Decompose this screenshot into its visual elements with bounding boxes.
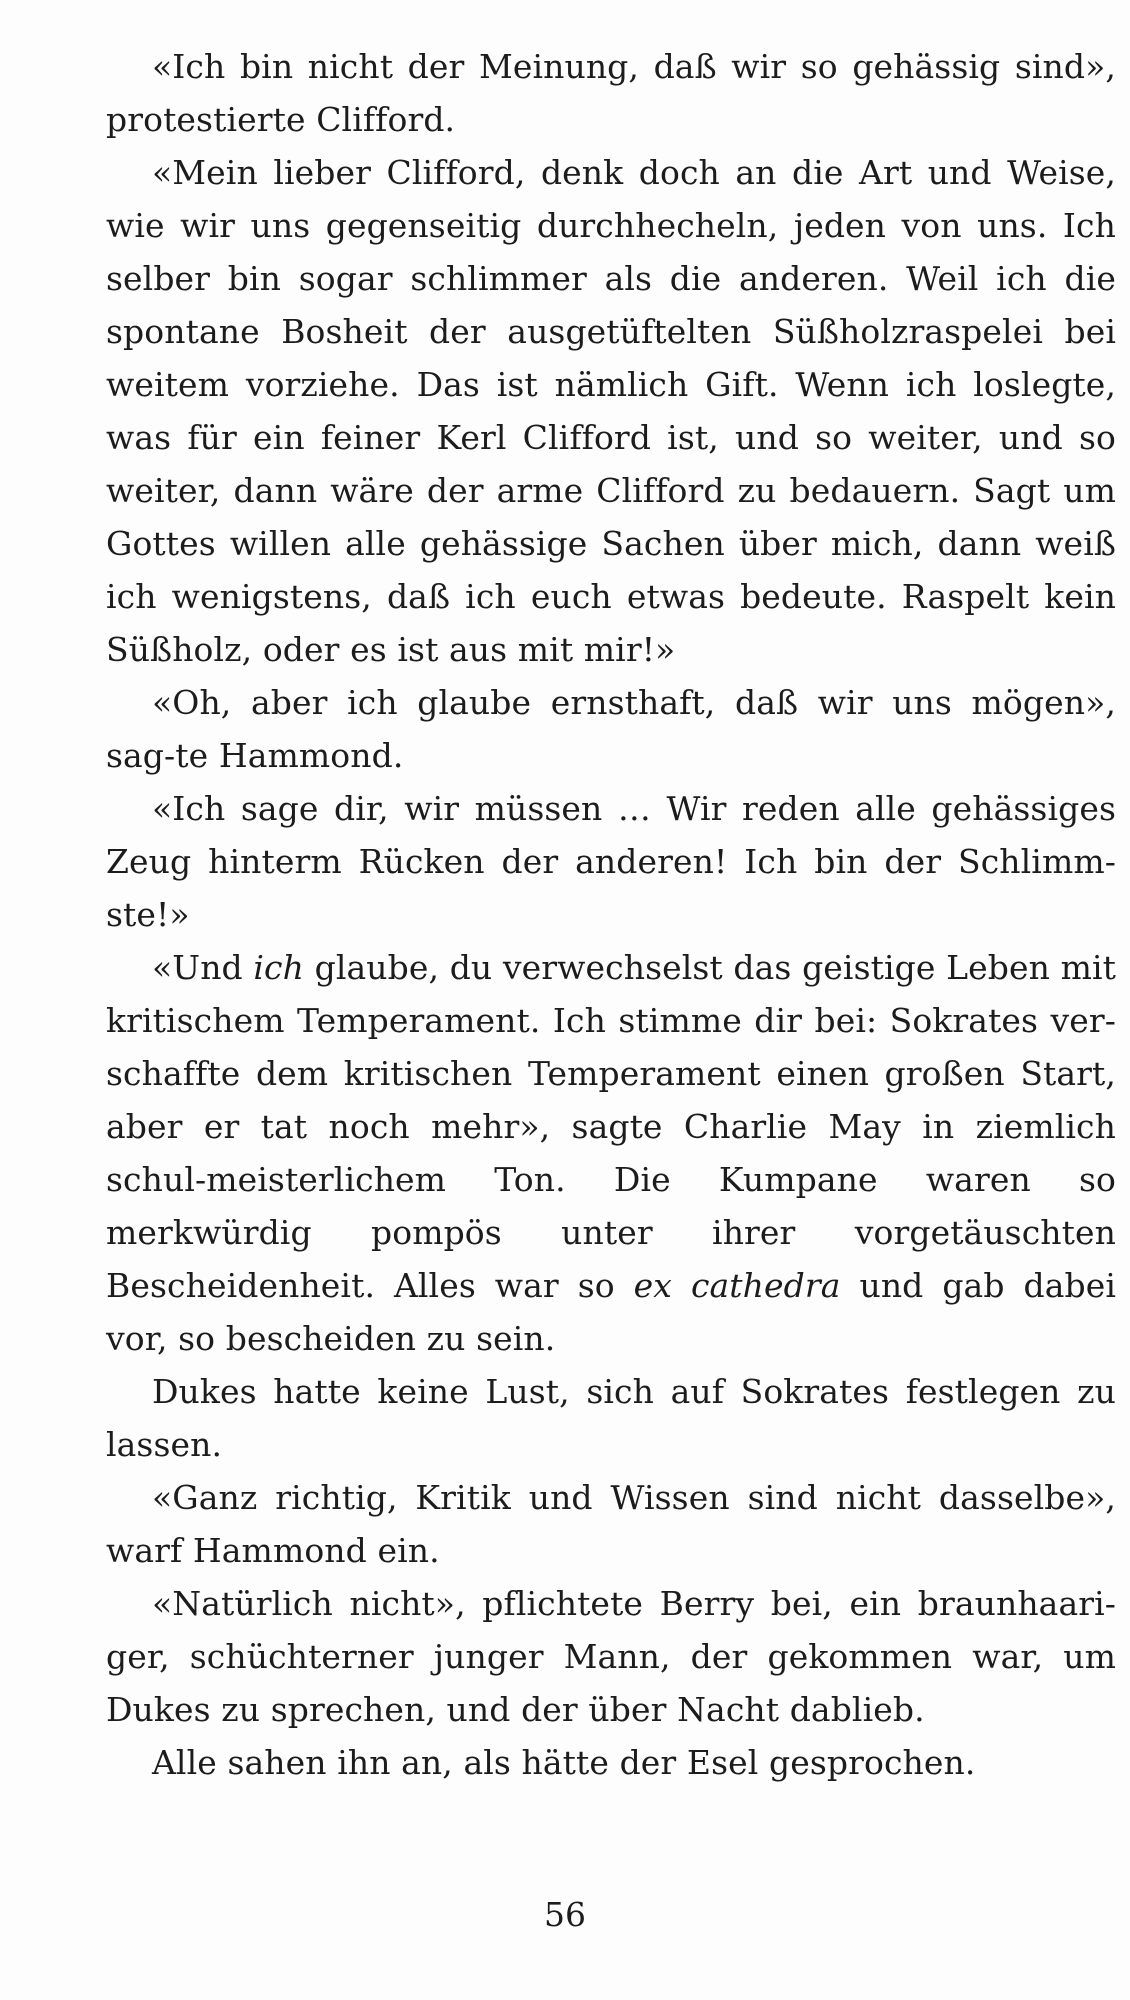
text-segment: glaube, du verwechselst das geistige Leben mit kritischem Temperament. Ich stimme dir bei: Sokrates ver-schaffte dem kritischen Temperament einen großen Start, aber er tat noch mehr», sagte Charlie May in ziemlich schul-meisterlichem Ton. Die Kumpane waren so merkwürdig pompös unter ihrer vorgetäuschten Bescheidenheit. Alles war so [106,948,1116,1305]
paragraph [106,782,1116,941]
paragraph [106,676,1116,782]
paragraph [106,1471,1116,1577]
text-segment: «Natürlich nicht», pflichtete Berry bei, ein braunhaari-ger, schüchterner junger Mann, der gekommen war, um Dukes zu sprechen, und der über Nacht dablieb. [106,1584,1116,1729]
page-number: 56 [544,1895,586,1934]
paragraph [106,40,1116,146]
italic-text: ex cathedra [633,1266,841,1305]
paragraph [106,146,1116,676]
text-segment: «Ich bin nicht der Meinung, daß wir so gehässig sind», protestierte Clifford. [106,47,1116,139]
italic-text: ich [253,948,304,987]
text-segment: Dukes hatte keine Lust, sich auf Sokrates festlegen zu lassen. [106,1372,1116,1464]
text-segment: «Und [152,948,254,987]
text-segment: «Ganz richtig, Kritik und Wissen sind nicht dasselbe», warf Hammond ein. [106,1478,1116,1570]
body-text [106,40,1116,1789]
text-segment: und gab dabei vor, so bescheiden zu sein. [106,1266,1116,1358]
paragraph [106,1577,1116,1736]
text-segment: «Mein lieber Clifford, denk doch an die Art und Weise, wie wir uns gegenseitig durchhecheln, jeden von uns. Ich selber bin sogar schlimmer als die anderen. Weil ich die spontane Bosheit der ausgetüftelten Süßholzraspelei bei weitem vorziehe. Das ist nämlich Gift. Wenn ich loslegte, was für ein feiner Kerl Clifford ist, und so weiter, und so weiter, dann wäre der arme Clifford zu bedauern. Sagt um Gottes willen alle gehässige Sachen über mich, dann weiß ich wenigstens, daß ich euch etwas bedeute. Raspelt kein Süßholz, oder es ist aus mit mir!» [106,153,1116,669]
paragraph [106,1736,1116,1789]
text-segment: «Oh, aber ich glaube ernsthaft, daß wir uns mögen», sag-te Hammond. [106,683,1116,775]
paragraph [106,941,1116,1365]
paragraph [106,1365,1116,1471]
text-segment: «Ich sage dir, wir müssen … Wir reden alle gehässiges Zeug hinterm Rücken der anderen! Ich bin der Schlimm-ste!» [106,789,1116,934]
text-segment: Alle sahen ihn an, als hätte der Esel gesprochen. [152,1743,976,1782]
